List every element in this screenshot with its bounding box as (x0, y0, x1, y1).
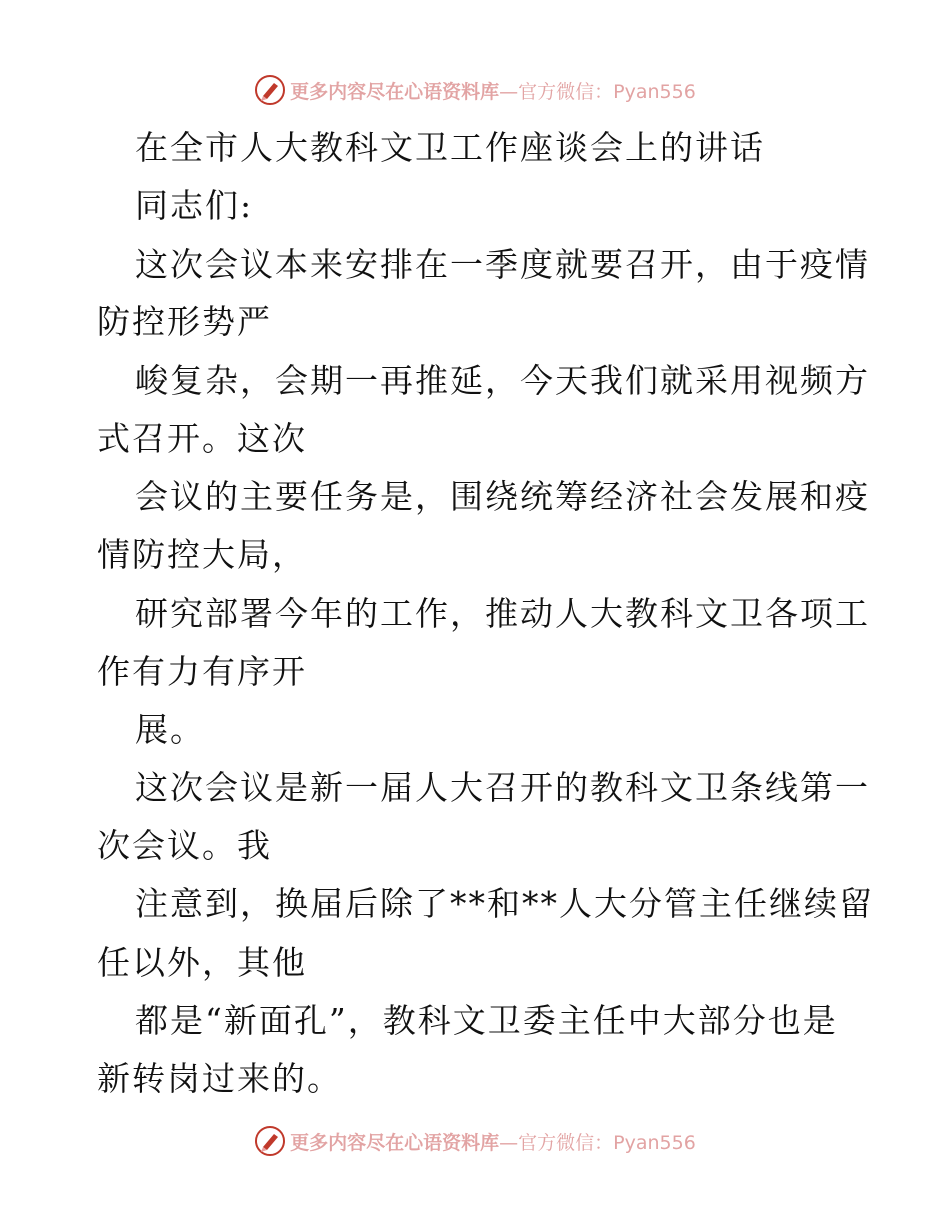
paragraph-line: 会议的主要任务是，围绕统筹经济社会发展和疫 (135, 477, 870, 516)
paragraph-line: 峻复杂，会期一再推延，今天我们就采用视频方 (135, 361, 870, 400)
watermark-separator: — (499, 80, 519, 103)
paragraph-line: 这次会议是新一届人大召开的教科文卫条线第一 (135, 768, 870, 807)
paragraph-line: 注意到，换届后除了**和**人大分管主任继续留 (135, 884, 874, 923)
paragraph-line: 作有力有序开 (97, 652, 307, 691)
salutation: 同志们: (135, 186, 254, 225)
paragraph-line: 式召开。这次 (97, 419, 307, 458)
pen-logo-icon (254, 1125, 286, 1157)
paragraph-line: 这次会议本来安排在一季度就要召开，由于疫情 (135, 245, 870, 284)
paragraph-line: 情防控大局， (97, 535, 307, 574)
paragraph-line: 新转岗过来的。 (97, 1059, 342, 1098)
paragraph-line: 研究部署今年的工作，推动人大教科文卫各项工 (135, 594, 870, 633)
footer-watermark (0, 1121, 950, 1161)
paragraph-line: 都是“新面孔”，教科文卫委主任中大部分也是 (135, 1001, 838, 1040)
paragraph-line: 展。 (135, 710, 205, 749)
watermark-text (290, 77, 696, 104)
watermark-contact: 官方微信：Pyan556 (518, 80, 696, 103)
watermark-text (290, 1128, 696, 1155)
watermark-main: 更多内容尽在心语资料库 (290, 1131, 500, 1154)
paragraph-line: 防控形势严 (97, 302, 272, 341)
watermark-separator: — (499, 1131, 519, 1154)
paragraph-line: 次会议。我 (97, 826, 272, 865)
watermark-main: 更多内容尽在心语资料库 (290, 80, 500, 103)
document-title: 在全市人大教科文卫工作座谈会上的讲话 (135, 128, 765, 167)
watermark-contact: 官方微信：Pyan556 (518, 1131, 696, 1154)
pen-logo-icon (254, 74, 286, 106)
paragraph-line: 任以外，其他 (97, 943, 307, 982)
header-watermark (0, 70, 950, 110)
